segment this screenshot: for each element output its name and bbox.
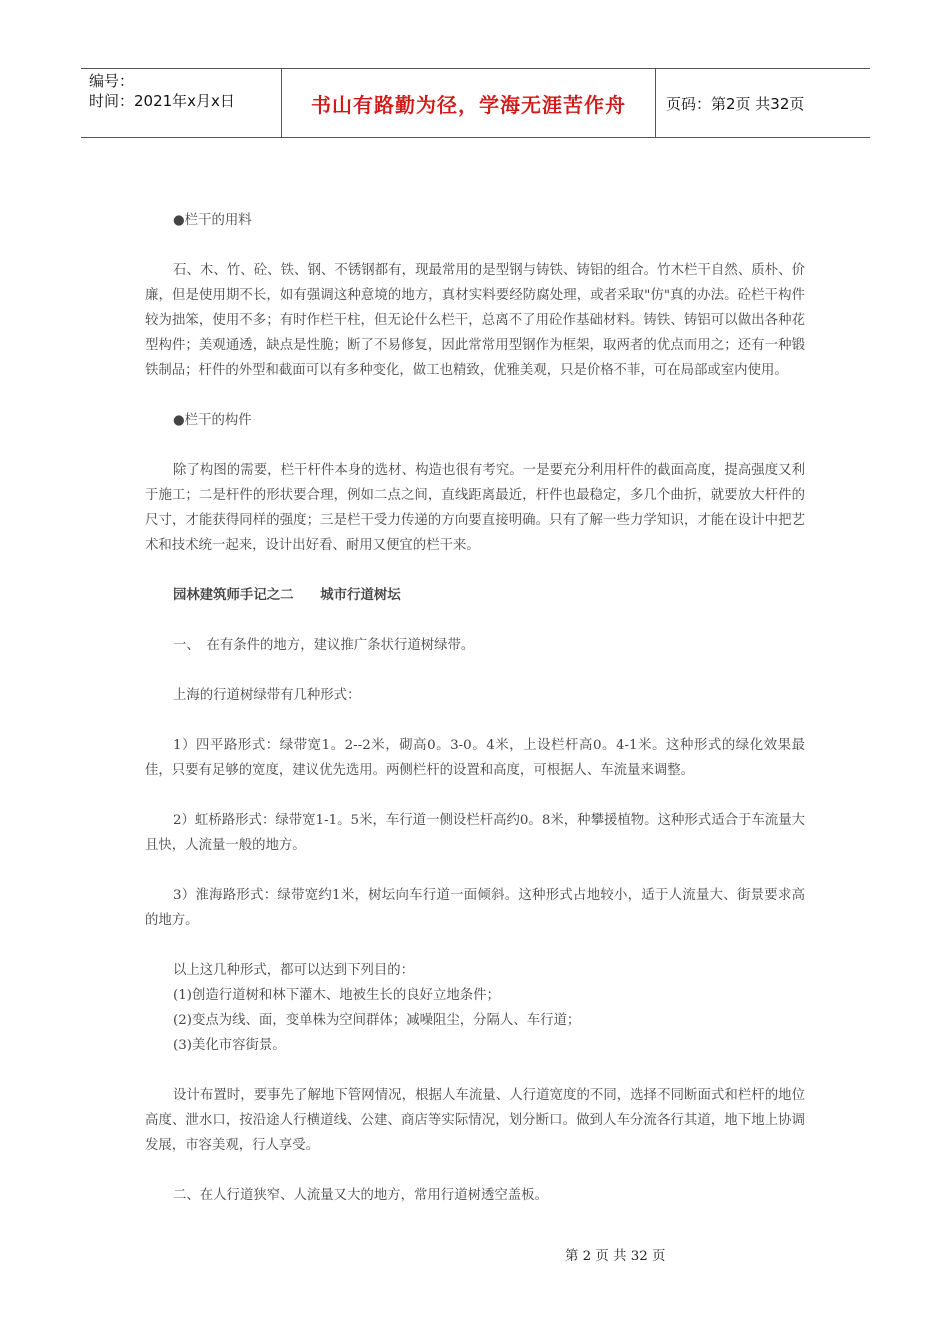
number-label: 编号：: [89, 72, 135, 90]
paragraph-materials: 石、木、竹、砼、铁、钢、不锈钢都有，现最常用的是型钢与铸铁、铸铝的组合。竹木栏干自然、质朴、价廉，但是使用期不长，如有强调这种意境的地方，真材实料要经防腐处理，或者采取"仿"真的办法。砼栏干构件较为拙笨，使用不多；有时作栏干柱，但无论什么栏干，总离不了用砼作基础材料。铸铁、铸铝可以做出各种花型构件；美观通透，缺点是性脆；断了不易修复，因此常常用型钢作为框架，取两者的优点而用之；还有一种锻铁制品；杆件的外型和截面可以有多种变化，做工也精致，优雅美观，只是价格不菲，可在局部或室内使用。: [145, 263, 805, 378]
header-page-label: 页码：第2页 共32页: [666, 94, 805, 113]
form-siping: 1）四平路形式：绿带宽1。2--2米，砌高0。3-0。4米，上设栏杆高0。4-1米。这种形式的绿化效果最佳，只要有足够的宽度，建议优先选用。两侧栏杆的设置和高度，可根据人、车流量来调整。: [145, 738, 805, 778]
point-two: 二、在人行道狭窄、人流量又大的地方，常用行道树透空盖板。: [173, 1188, 548, 1203]
goal-item: (1)创造行道树和林下灌木、地被生长的良好立地条件；: [173, 988, 500, 1003]
point-one: 一、 在有条件的地方，建议推广条状行道树绿带。: [173, 638, 475, 653]
goals-list: [145, 958, 805, 1058]
goal-item: (2)变点为线、面，变单株为空间群体；减噪阻尘，分隔人、车行道；: [173, 1013, 581, 1028]
paragraph-components: 除了构图的需要，栏干杆件本身的选材、构造也很有考究。一是要充分利用杆件的截面高度，提高强度又利于施工；二是杆件的形状要合理，例如二点之间，直线距离最近，杆件也最稳定，多几个曲折，就要放大杆件的尺寸，才能获得同样的强度；三是栏干受力传递的方向要直接明确。只有了解一些力学知识，才能在设计中把艺术和技术统一起来，设计出好看、耐用又便宜的栏干来。: [145, 463, 805, 553]
page-footer: 第 2 页 共 32 页: [565, 1249, 666, 1264]
document-body: [145, 208, 805, 1233]
shanghai-intro: 上海的行道树绿带有几种形式：: [173, 688, 361, 703]
header-meta: [81, 69, 282, 137]
section-title-materials: ●栏干的用料: [173, 213, 252, 228]
article-title: 园林建筑师手记之二 城市行道树坛: [173, 587, 401, 603]
header-motto: 书山有路勤为径，学海无涯苦作舟: [282, 69, 656, 137]
design-note: 设计布置时，要事先了解地下管网情况，根据人车流量、人行道宽度的不同，选择不同断面式和栏杆的地位高度、泄水口，按沿途人行横道线、公建、商店等实际情况，划分断口。做到人车分流各行其道，地下地上协调发展，市容美观，行人享受。: [145, 1088, 805, 1153]
form-huaihai: 3）淮海路形式：绿带宽约1米，树坛向车行道一面倾斜。这种形式占地较小，适于人流量大、街景要求高的地方。: [145, 888, 805, 928]
goal-item: (3)美化市容街景。: [173, 1038, 286, 1053]
section-title-components: ●栏干的构件: [173, 413, 252, 428]
date-label: 时间：2021年x月x日: [89, 92, 235, 110]
page-header: [81, 68, 870, 138]
form-hongqiao: 2）虹桥路形式：绿带宽1-1。5米，车行道一侧设栏杆高约0。8米，种攀援植物。这种形式适合于车流量大且快，人流量一般的地方。: [145, 813, 805, 853]
goals-intro: 以上这几种形式，都可以达到下列目的：: [173, 963, 415, 978]
